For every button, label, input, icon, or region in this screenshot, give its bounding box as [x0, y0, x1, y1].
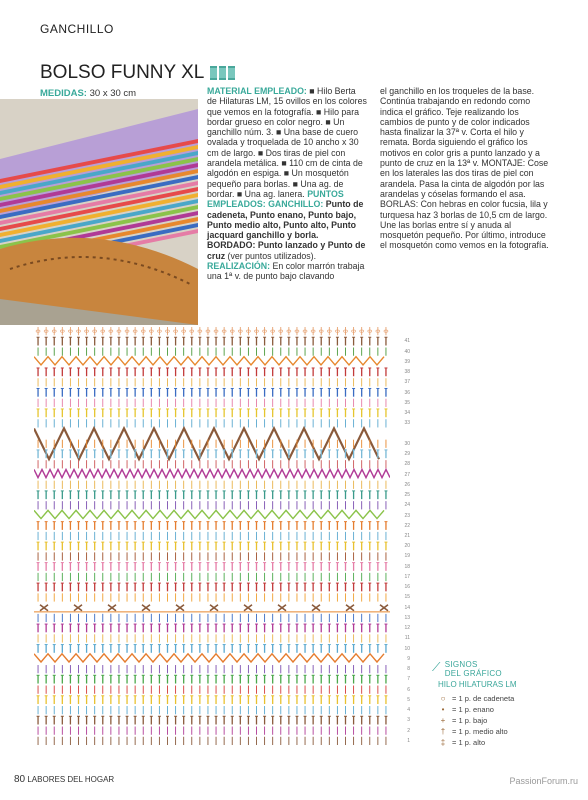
- row-number: 39: [404, 358, 410, 365]
- row-number: 36: [404, 389, 410, 396]
- chart-row: [37, 716, 388, 724]
- row-number: 34: [404, 410, 410, 417]
- row-number: 27: [404, 471, 410, 478]
- row-number: 9: [407, 655, 410, 662]
- chart-row: [38, 440, 386, 448]
- bag-photo: [0, 99, 198, 325]
- row-number: 19: [404, 553, 410, 560]
- page-footer: [14, 774, 114, 785]
- legend-item-label: = 1 p. de cadeneta: [452, 693, 515, 703]
- row-number: 38: [404, 369, 410, 376]
- row-number: 18: [404, 563, 410, 570]
- chart-row: [38, 532, 386, 540]
- chart-row: [37, 337, 388, 345]
- legend-title-1: SIGNOS: [444, 660, 478, 669]
- chart-row: [34, 605, 390, 612]
- instruction-fragment: MATERIAL EMPLEADO:: [207, 86, 307, 96]
- chart-row: [38, 378, 386, 386]
- chart-row: [38, 706, 386, 714]
- chart-row: [37, 368, 388, 376]
- row-number: 37: [404, 379, 410, 386]
- chart-row: [38, 634, 386, 642]
- row-number: 26: [404, 481, 410, 488]
- yarn-spool-icon: [210, 66, 235, 80]
- row-number: 40: [404, 348, 410, 355]
- stitch-symbol-icon: •: [441, 704, 445, 714]
- crochet-chart: [34, 326, 390, 746]
- measures-label: MEDIDAS:: [40, 88, 87, 99]
- chart-row: [38, 593, 386, 601]
- instructions-column-2: el ganchillo en los troqueles de la base. Continúa trabajando en redondo como indica el gráfico. Teje realizando los cambios de punto y de color indicados hasta finalizar la 37ª v. Corta el hilo y remata. Borda siguiendo el gráfico los motivos en color gris a punto lanzado y a punto de cruz en la 13ª v. MONTAJE: Cose en los laterales las dos tiras de piel con arandela. Pasa la cinta de algodón por las arandelas y cóselas formando el asa. BORLAS: Con hebras en color fucsia, lila y turquesa haz 3 borlas de 10,5 cm de largo. Une las borlas entre sí y anuda al mosquetón pequeño. Por último, introduce el mosquetón como vemos en la fotografía.: [380, 86, 549, 251]
- instruction-fragment: (ver puntos utilizados).: [225, 250, 317, 261]
- instruction-fragment: Punto de cadeneta, Punto enano, Punto bajo, Punto medio alto, Punto alto, Punto jacquard ganchillo y borla. BORDADO: Punto lanzado y Punto de cruz: [207, 199, 366, 261]
- chart-row: [34, 357, 384, 365]
- instruction-fragment: ■ Hilo Berta de Hilaturas LM, 15 ovillos en los colores que vemos en la fotografía. ■ Hilo para bordar grueso en color negro. ■ Un ganchillo núm. 3. ■ Una base de cuero ovalada y troquelada de 10 ancho x 30 cm de largo. ■ Dos tiras de piel con arandela metálica. ■ 110 cm de cinta de algodón en espiga. ■ Un mosquetón pequeño para borlas. ■ Una ag. de bordar. ■ Una ag. lanera.: [207, 86, 367, 199]
- stitch-symbol-icon: +: [440, 715, 446, 725]
- legend-item-label: = 1 p. bajo: [452, 715, 488, 725]
- measures: [40, 88, 136, 99]
- stitch-symbol-icon: ○: [440, 693, 446, 703]
- instruction-fragment: En color marrón trabaja una 1ª v. de punto bajo clavando: [207, 261, 365, 282]
- chart-row: [37, 409, 388, 417]
- row-number: 29: [404, 451, 410, 458]
- chart-row: [38, 686, 386, 694]
- chart-row: [38, 481, 386, 489]
- chart-row: [37, 542, 388, 550]
- chart-row: [38, 419, 386, 427]
- chart-row: [37, 675, 388, 683]
- chart-row: [37, 563, 388, 571]
- legend-item: [438, 737, 572, 747]
- legend-item: [438, 704, 572, 714]
- row-number: 6: [407, 686, 410, 693]
- row-number: 16: [404, 584, 410, 591]
- row-number: 7: [407, 676, 410, 683]
- row-number: 41: [404, 338, 410, 345]
- legend-item: [438, 715, 572, 725]
- row-number: 10: [404, 645, 410, 652]
- chart-row: [38, 737, 386, 745]
- row-number: 1: [407, 737, 410, 744]
- chart-row: [37, 696, 388, 704]
- chart-row: [34, 469, 390, 477]
- chart-row: [34, 428, 379, 459]
- measures-value: 30 x 30 cm: [86, 88, 137, 99]
- chart-row: [37, 645, 388, 653]
- chart-row: [38, 665, 386, 673]
- row-number: 22: [404, 522, 410, 529]
- instruction-fragment: REALIZACIÓN:: [207, 261, 271, 272]
- legend-item-label: = 1 p. enano: [452, 704, 494, 714]
- legend-item-label: = 1 p. medio alto: [452, 726, 508, 736]
- row-number: 15: [404, 594, 410, 601]
- section-title: GANCHILLO: [40, 22, 114, 36]
- hook-icon: ⟋: [432, 660, 441, 674]
- chart-row: [34, 510, 384, 518]
- chart-legend: [432, 660, 572, 748]
- row-number: 4: [407, 707, 410, 714]
- row-numbers: [390, 326, 410, 746]
- row-number: 3: [407, 717, 410, 724]
- chart-row: [38, 573, 386, 581]
- pattern-title: [40, 62, 235, 84]
- row-number: 24: [404, 502, 410, 509]
- chart-row: [38, 399, 386, 407]
- row-number: 11: [404, 635, 410, 642]
- legend-header: [432, 660, 572, 678]
- row-number: 30: [404, 440, 410, 447]
- row-number: 12: [404, 625, 410, 632]
- row-number: 5: [407, 696, 410, 703]
- pattern-title-text: BOLSO FUNNY XL: [40, 62, 205, 83]
- chart-row: [37, 450, 388, 458]
- chart-row: [37, 583, 388, 591]
- row-number: 14: [404, 604, 410, 611]
- row-number: 23: [404, 512, 410, 519]
- legend-yarn: HILO HILATURAS LM: [438, 680, 517, 689]
- row-number: 33: [404, 420, 410, 427]
- row-number: 25: [404, 492, 410, 499]
- row-number: 21: [404, 533, 410, 539]
- row-number: 28: [404, 461, 410, 468]
- row-number: 13: [404, 614, 410, 621]
- instruction-fragment: PUNTOS EMPLEADOS: GANCHILLO:: [207, 188, 344, 210]
- legend-item: [438, 693, 572, 703]
- chart-row: [37, 522, 388, 530]
- chart-row: [37, 624, 388, 632]
- chart-row: [38, 614, 386, 622]
- legend-title-2: DEL GRÁFICO: [444, 669, 502, 678]
- row-number: 20: [404, 543, 410, 550]
- stitch-symbol-icon: †: [440, 726, 446, 736]
- instructions-column-1: [207, 86, 367, 282]
- row-number: 2: [407, 727, 410, 734]
- legend-item-label: = 1 p. alto: [452, 737, 486, 747]
- row-number: 35: [404, 399, 410, 406]
- chart-row: [37, 388, 388, 396]
- chart-row: [38, 460, 386, 468]
- bag-photo-illustration: [0, 99, 198, 325]
- row-number: 8: [407, 666, 410, 673]
- chart-row: [36, 327, 388, 335]
- chart-row: [38, 347, 386, 355]
- magazine-name: LABORES DEL HOGAR: [27, 775, 115, 784]
- legend-item: [438, 726, 572, 736]
- row-number: 17: [404, 573, 410, 580]
- chart-row: [38, 552, 386, 560]
- page-number: 80: [14, 774, 26, 785]
- stitch-symbol-icon: ‡: [440, 737, 446, 747]
- watermark: PassionForum.ru: [509, 776, 578, 786]
- chart-row: [38, 727, 386, 735]
- chart-row: [37, 491, 388, 499]
- chart-row: [38, 501, 386, 509]
- chart-row: [34, 654, 384, 662]
